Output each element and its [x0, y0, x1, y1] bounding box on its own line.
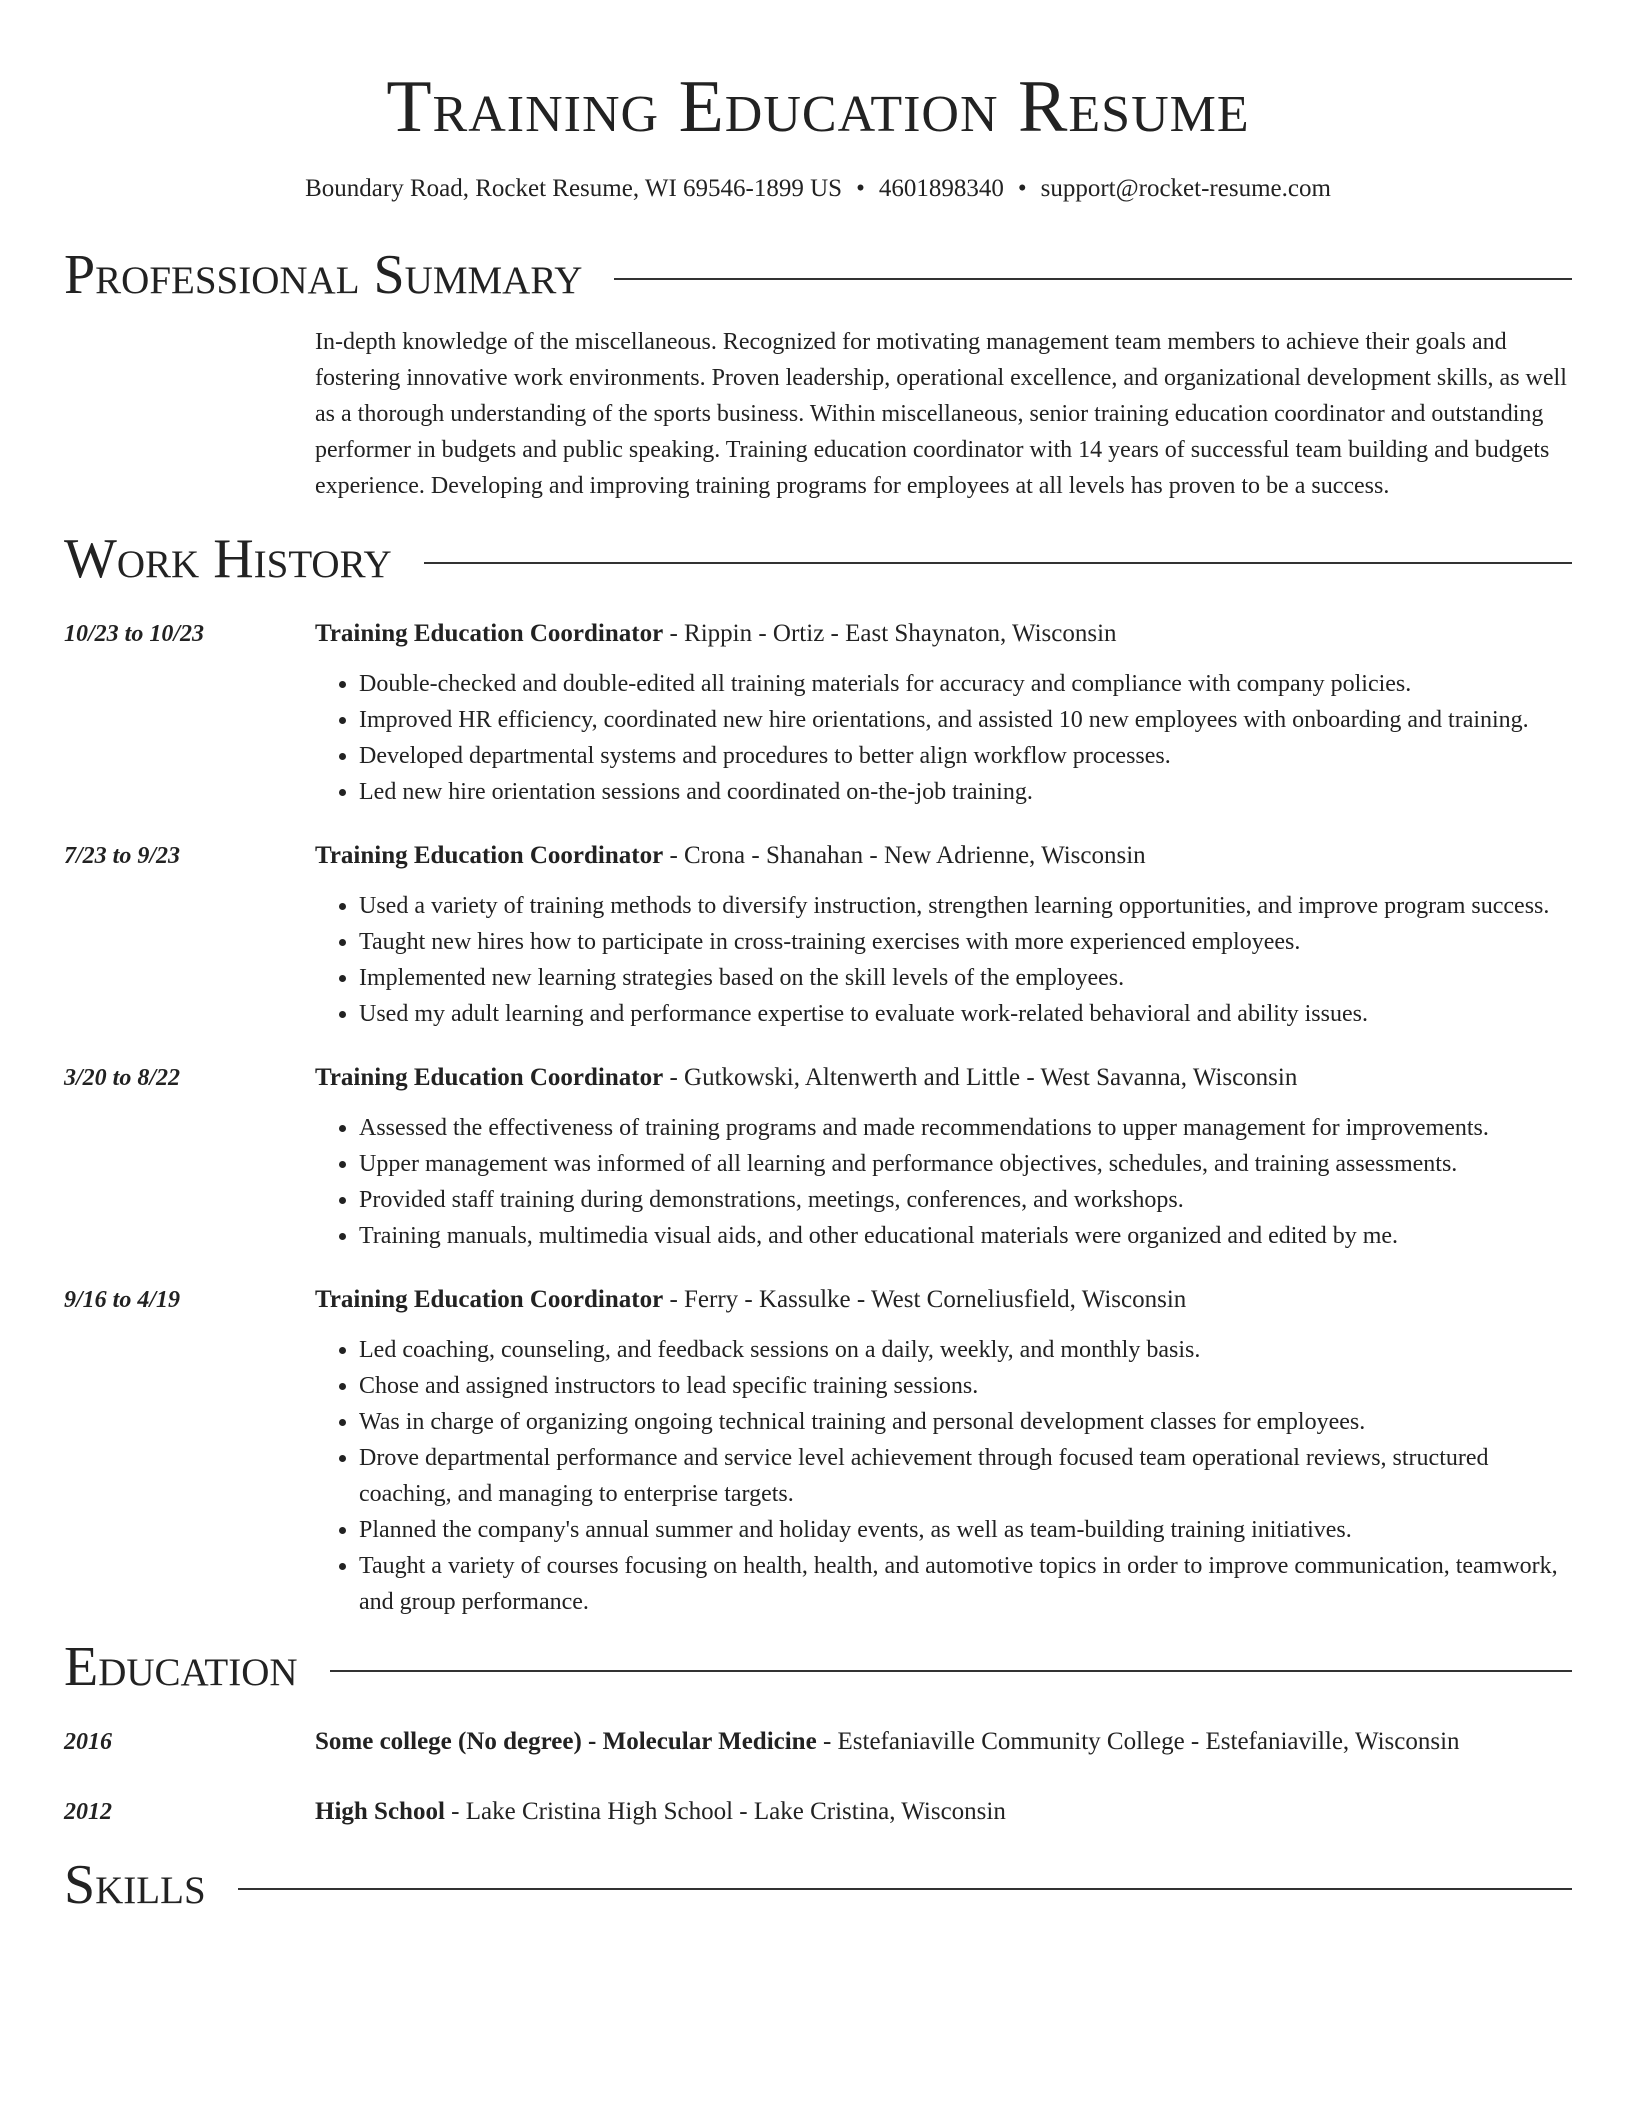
job-bullet: • Upper management was informed of all learning and performance objectives, schedules, and training assessments.	[359, 1146, 1572, 1182]
section-divider	[614, 278, 1572, 280]
job-bullets	[315, 1332, 1572, 1620]
job-header-row	[64, 1060, 1572, 1096]
job-bullet: • Drove departmental performance and service level achievement through focused team operational reviews, structured coaching, and managing to enterprise targets.	[359, 1440, 1572, 1512]
resume-title: Training Education Resume	[386, 66, 1250, 148]
education-school: - Lake Cristina High School - Lake Cristina, Wisconsin	[444, 1798, 1006, 1825]
section-divider	[330, 1670, 1572, 1672]
section-divider	[238, 1888, 1572, 1890]
job-bullet: • Implemented new learning strategies based on the skill levels of the employees.	[359, 960, 1572, 996]
job-header	[315, 1282, 1572, 1318]
job-details: - Crona - Shanahan - New Adrienne, Wisconsin	[663, 842, 1146, 869]
job-bullets	[315, 666, 1572, 810]
job-bullet: • Chose and assigned instructors to lead specific training sessions.	[359, 1368, 1572, 1404]
job-header	[315, 616, 1572, 652]
job-bullets	[315, 888, 1572, 1032]
job-bullet: • Taught a variety of courses focusing on health, health, and automotive topics in order to improve communication, teamwork, and group performance.	[359, 1548, 1572, 1620]
education-entry	[64, 1794, 1572, 1830]
job-dates: 10/23 to 10/23	[64, 621, 205, 647]
job-title: Training Education Coordinator	[315, 842, 664, 869]
job-header-row	[64, 616, 1572, 652]
job-header	[315, 1060, 1572, 1096]
education-year: 2012	[64, 1799, 112, 1825]
job-details: - Ferry - Kassulke - West Corneliusfield, Wisconsin	[663, 1286, 1187, 1313]
job-bullet: • Led coaching, counseling, and feedback sessions on a daily, weekly, and monthly basis.	[359, 1332, 1572, 1368]
job-title: Training Education Coordinator	[315, 1064, 664, 1091]
job-header	[315, 838, 1572, 874]
job-entry	[64, 616, 1572, 810]
education-heading: Education	[64, 1636, 298, 1698]
contact-separator: •	[1017, 175, 1027, 202]
summary-text: In-depth knowledge of the miscellaneous. Recognized for motivating management team members to achieve their goals and fostering innovative work environments. Proven leadership, operational excellence, and organizational development skills, as well as a thorough understanding of the sports business. Within miscellaneous, senior training education coordinator and outstanding performer in budgets and public speaking. Training education coordinator with 14 years of successful team building and budgets experience. Developing and improving training programs for employees at all levels has proven to be a success.	[315, 329, 1567, 499]
job-bullet: • Planned the company's annual summer and holiday events, as well as team-building training initiatives.	[359, 1512, 1572, 1548]
work-section-header	[64, 524, 1572, 594]
job-bullet: • Used my adult learning and performance expertise to evaluate work-related behavioral and ability issues.	[359, 996, 1572, 1032]
summary-heading: Professional Summary	[64, 244, 583, 306]
job-bullet: • Developed departmental systems and procedures to better align workflow processes.	[359, 738, 1572, 774]
education-entry	[64, 1724, 1572, 1760]
education-year: 2016	[64, 1729, 112, 1755]
job-bullet: • Led new hire orientation sessions and coordinated on-the-job training.	[359, 774, 1572, 810]
resume-page	[64, 0, 1572, 1920]
education-details-line	[315, 1794, 1572, 1830]
job-title: Training Education Coordinator	[315, 620, 664, 647]
job-dates: 3/20 to 8/22	[64, 1065, 181, 1091]
work-history-list	[64, 616, 1572, 1620]
section-divider	[424, 562, 1572, 564]
summary-section-header	[64, 240, 1572, 310]
education-details-line	[315, 1724, 1572, 1760]
job-dates: 7/23 to 9/23	[64, 843, 181, 869]
job-bullet: • Training manuals, multimedia visual aids, and other educational materials were organized and edited by me.	[359, 1218, 1572, 1254]
job-entry	[64, 1282, 1572, 1620]
job-bullet: • Provided staff training during demonstrations, meetings, conferences, and workshops.	[359, 1182, 1572, 1218]
contact-separator: •	[856, 175, 865, 202]
job-bullet: • Double-checked and double-edited all training materials for accuracy and compliance with company policies.	[359, 666, 1572, 702]
job-entry	[64, 838, 1572, 1032]
contact-email: support@rocket-resume.com	[1040, 175, 1331, 202]
job-bullet: • Improved HR efficiency, coordinated new hire orientations, and assisted 10 new employees with onboarding and training.	[359, 702, 1572, 738]
contact-phone: 4601898340	[878, 175, 1004, 202]
education-section-header	[64, 1632, 1572, 1702]
job-title: Training Education Coordinator	[315, 1286, 664, 1313]
job-bullets	[315, 1110, 1572, 1254]
contact-line	[64, 172, 1572, 206]
job-dates: 9/16 to 4/19	[64, 1287, 181, 1313]
job-bullet: • Used a variety of training methods to diversify instruction, strengthen learning opportunities, and improve program success.	[359, 888, 1572, 924]
job-header-row	[64, 838, 1572, 874]
job-bullet: • Taught new hires how to participate in cross-training exercises with more experienced employees.	[359, 924, 1572, 960]
job-bullet: • Assessed the effectiveness of training programs and made recommendations to upper management for improvements.	[359, 1110, 1572, 1146]
education-degree: Some college (No degree) - Molecular Medicine	[315, 1728, 817, 1755]
job-details: - Gutkowski, Altenwerth and Little - West Savanna, Wisconsin	[663, 1064, 1298, 1091]
job-bullet: • Was in charge of organizing ongoing technical training and personal development classes for employees.	[359, 1404, 1572, 1440]
education-degree: High School	[315, 1798, 445, 1825]
education-school: - Estefaniaville Community College - Estefaniaville, Wisconsin	[816, 1728, 1460, 1755]
job-details: - Rippin - Ortiz - East Shaynaton, Wisconsin	[663, 620, 1117, 647]
skills-section-header	[64, 1850, 1572, 1920]
contact-address: Boundary Road, Rocket Resume, WI 69546-1899 US	[305, 175, 843, 202]
skills-heading: Skills	[64, 1854, 206, 1916]
job-entry	[64, 1060, 1572, 1254]
job-header-row	[64, 1282, 1572, 1318]
work-heading: Work History	[64, 528, 392, 590]
